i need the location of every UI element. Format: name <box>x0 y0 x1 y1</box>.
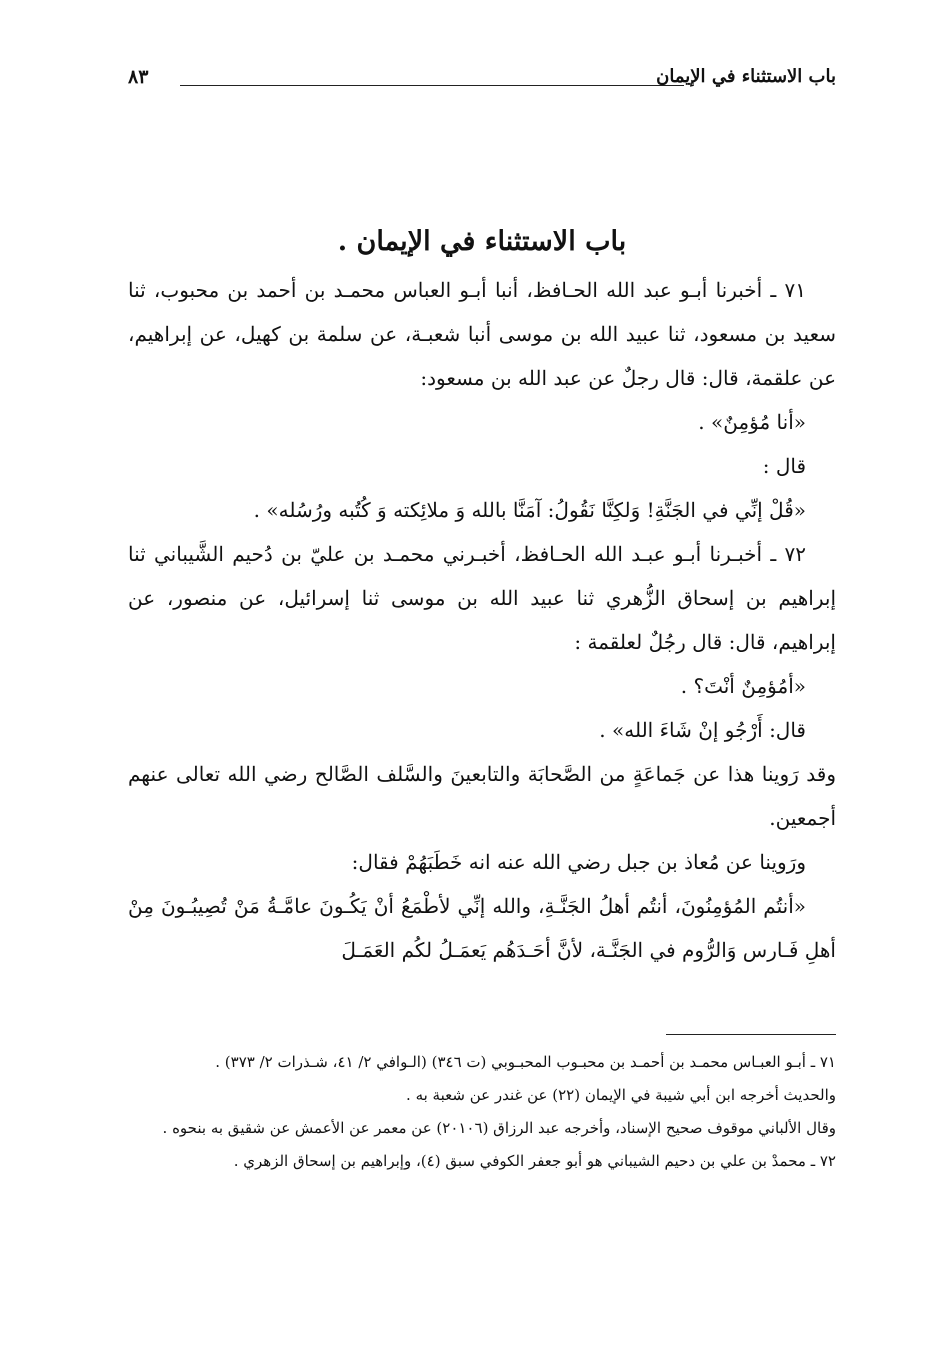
footnote-72: ٧٢ ـ محمدْ بن علي بن دحيم الشيباني هو أبو جعفر الكوفي سبق (٤)، وإبراهيم بن إسحاق الزهري . <box>233 1152 836 1170</box>
header-rule <box>180 85 684 86</box>
hadith-71-quote-1: «أنا مُؤمِنٌ» . <box>698 410 806 434</box>
muadh-paragraph: ورَوينا عن مُعاذ بن جبل رضي الله عنه انه خَطَبَهُمْ فقال: <box>351 850 806 874</box>
hadith-72-quote-1: «أمُؤمِنٌ أنْتَ؟ . <box>680 674 806 698</box>
running-title: باب الاستثناء في الإيمان <box>656 66 836 87</box>
sahaba-paragraph: وقد رَوينا هذا عن جَماعَةٍ من الصَّحابَة والتابعينَ والسَّلف الصَّالح رضي الله تعالى عنهم أجمعين. <box>128 762 836 830</box>
hadith-71: ٧١ ـ أخبرنا أبـو عبد الله الحـافظ، أنبا أبـو العباس محمـد بن أحمد بن محبوب، ثنا سعيد بن مسعود، ثنا عبيد الله بن موسى أنبا شعبـة، عن سلمة بن كهيل، عن إبراهيم، عن علقمة، قال: قال رجلٌ عن عبد الله بن مسعود: <box>128 278 836 390</box>
footnote-71-grading: وقال الألباني موقوف صحيح الإسناد، وأخرجه عبد الرزاق (٢٠١٠٦) عن معمر عن الأعمش عن شقيق به بنحوه . <box>162 1119 836 1137</box>
page-number: ٨٣ <box>128 66 149 88</box>
footnote-rule <box>666 1034 836 1035</box>
running-header <box>128 66 836 96</box>
hadith-71-quote-2: قال : <box>762 454 806 478</box>
main-text <box>128 222 836 972</box>
footnote-71-source: والحديث أخرجه ابن أبي شيبة في الإيمان (٢٢) عن غندر عن شعبة به . <box>406 1086 836 1104</box>
muadh-quote: «أنتُم المُؤمِنُونَ، أنتُم أهلُ الجَنَّـةِ، والله إنِّي لأطْمَعُ أنْ يَكُـونَ عامَّـةُ مَنْ تُصِيبُـونَ مِنْ أهلِ فَـارس وَالرُّوم في الجَنَّـة، لأنَّ أحَـدَهُم يَعمَـلُ لكُم العَمَـلَ <box>128 894 836 962</box>
footnotes <box>128 1046 836 1178</box>
hadith-72-quote-2: قال: أَرْجُو إنْ شَاءَ الله» . <box>599 718 806 742</box>
hadith-72: ٧٢ ـ أخبـرنا أبـو عبـد الله الحـافظ، أخبـرني محمـد بن عليّ بن دُحيم الشَّيباني ثنا إبراهيم بن إسحاق الزُّهري ثنا عبيد الله بن موسى ثنا إسرائيل، عن منصور، عن إبراهيم، قال: قال رجُلٌ لعلقمة : <box>128 542 836 654</box>
hadith-71-quote-3: «قُلْ إنِّي في الجَنَّةِ! وَلكِنَّا نَقُولُ: آمَنَّا بالله وَ ملائِكته وَ كُتُبه ورُسُله» . <box>253 498 806 522</box>
chapter-title: باب الاستثناء في الإيمان . <box>337 226 627 257</box>
footnote-71: ٧١ ـ أبـو العبـاس محمـد بن أحمـد بن محبـوب المحبـوبي (ت ٣٤٦) (الـوافي ٢/ ٤١، شـذرات ٢/ ٣٧٣) . <box>215 1053 836 1071</box>
